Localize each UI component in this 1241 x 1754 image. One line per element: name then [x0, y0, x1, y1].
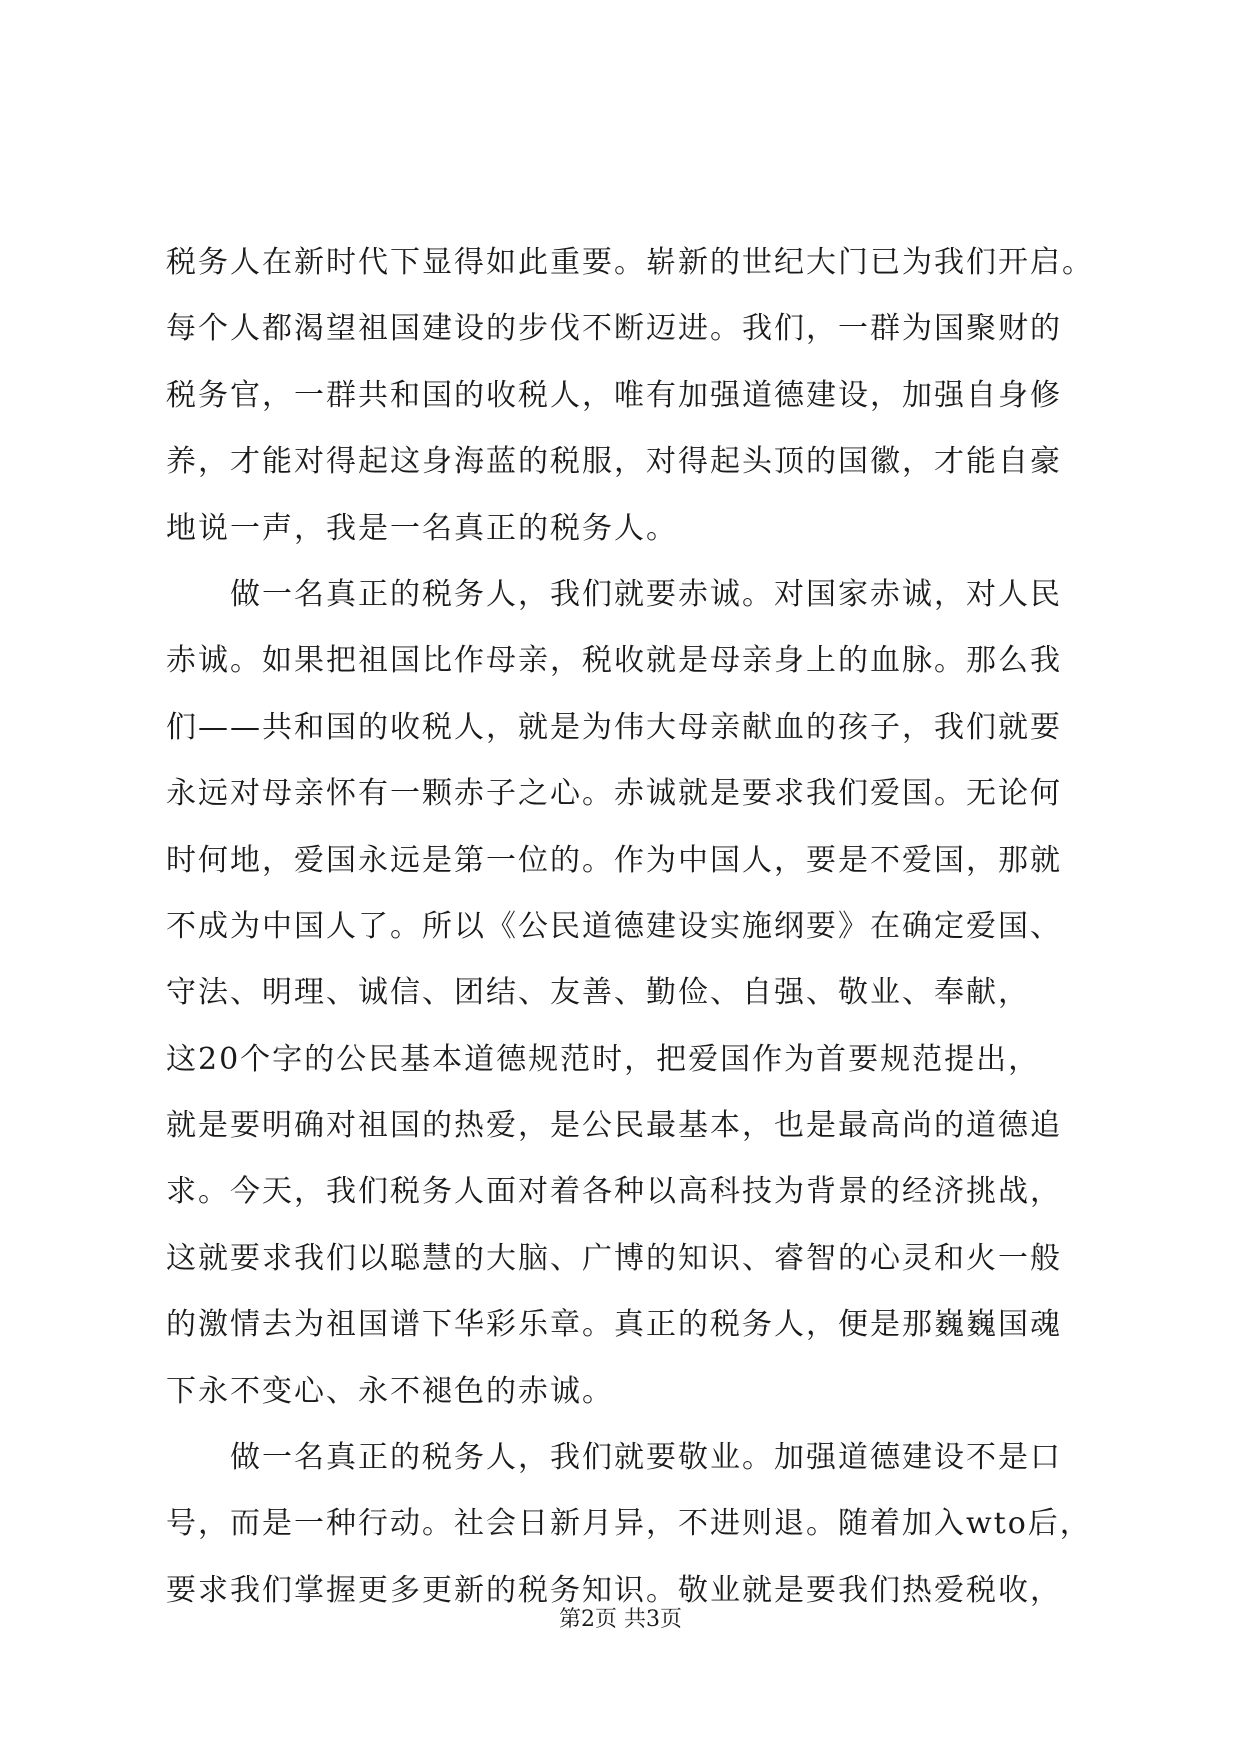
text-line: 就是要明确对祖国的热爱，是公民最基本，也是最高尚的道德追	[166, 1108, 1062, 1144]
text-line: 的激情去为祖国谱下华彩乐章。真正的税务人，便是那巍巍国魂	[166, 1307, 1062, 1343]
text-line: 做一名真正的税务人，我们就要敬业。加强道德建设不是口	[230, 1440, 1062, 1476]
text-line: 税务官，一群共和国的收税人，唯有加强道德建设，加强自身修	[166, 377, 1062, 413]
text-line: 守法、明理、诚信、团结、友善、勤俭、自强、敬业、奉献，	[166, 975, 1030, 1011]
text-line: 们——共和国的收税人，就是为伟大母亲献血的孩子，我们就要	[166, 709, 1062, 745]
text-line: 下永不变心、永不褪色的赤诚。	[166, 1373, 614, 1409]
body-text	[166, 230, 1126, 1624]
text-line: 地说一声，我是一名真正的税务人。	[166, 510, 678, 546]
text-line: 号，而是一种行动。社会日新月异，不进则退。随着加入wto后，	[166, 1506, 1092, 1542]
text-line: 每个人都渴望祖国建设的步伐不断迈进。我们，一群为国聚财的	[166, 311, 1062, 347]
text-line: 求。今天，我们税务人面对着各种以高科技为背景的经济挑战，	[166, 1174, 1062, 1210]
page-footer: 第2页 共3页	[559, 1607, 682, 1632]
text-line: 要求我们掌握更多更新的税务知识。敬业就是要我们热爱税收，	[166, 1572, 1062, 1608]
text-line: 赤诚。如果把祖国比作母亲，税收就是母亲身上的血脉。那么我	[166, 643, 1062, 679]
text-line: 这20个字的公民基本道德规范时，把爱国作为首要规范提出，	[166, 1041, 1041, 1077]
text-line: 养，才能对得起这身海蓝的税服，对得起头顶的国徽，才能自豪	[166, 444, 1062, 480]
text-line: 永远对母亲怀有一颗赤子之心。赤诚就是要求我们爱国。无论何	[166, 776, 1062, 812]
text-line: 这就要求我们以聪慧的大脑、广博的知识、睿智的心灵和火一般	[166, 1240, 1062, 1276]
text-line: 税务人在新时代下显得如此重要。崭新的世纪大门已为我们开启。	[166, 245, 1094, 280]
text-line: 时何地，爱国永远是第一位的。作为中国人，要是不爱国，那就	[166, 842, 1062, 878]
text-line: 不成为中国人了。所以《公民道德建设实施纲要》在确定爱国、	[166, 908, 1062, 944]
text-line: 做一名真正的税务人，我们就要赤诚。对国家赤诚，对人民	[230, 576, 1062, 612]
